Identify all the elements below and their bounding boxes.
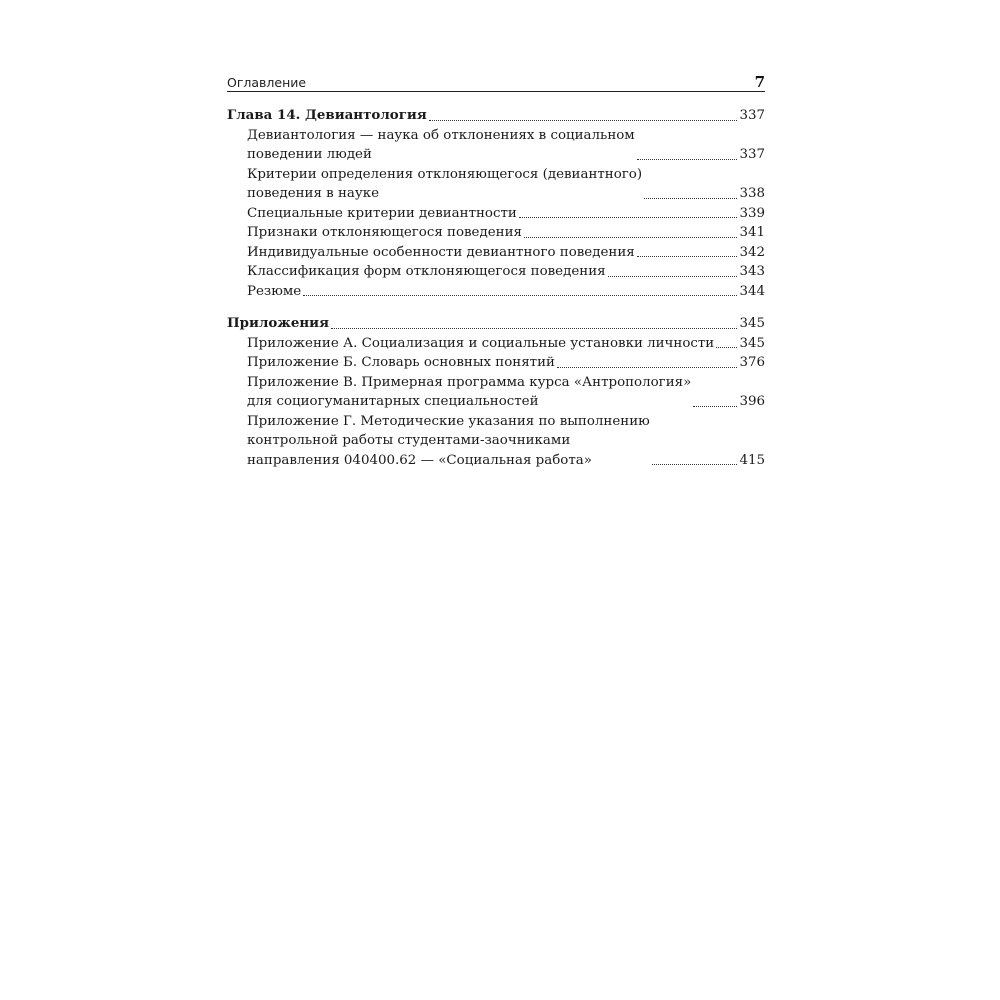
toc-entry-line: Индивидуальные особенности девиантного поведения — [247, 244, 635, 260]
toc-entry-line: Приложение В. Примерная программа курса «Антропология» — [247, 374, 692, 390]
toc-entry-line: контрольной работы студентами-заочниками — [247, 433, 571, 448]
toc-entry-title — [247, 126, 635, 165]
toc-entry-title: Приложения — [227, 315, 329, 331]
toc-entry-page: 415 — [739, 452, 765, 468]
toc-entry-title: Глава 14. Девиантология — [227, 107, 427, 123]
dot-leader — [637, 256, 738, 257]
toc-chapter-heading[interactable] — [227, 314, 765, 334]
toc-group-chapter-14 — [227, 106, 765, 301]
toc-group-appendices — [227, 314, 765, 470]
toc-entry[interactable] — [227, 126, 765, 165]
toc-entry-page: 337 — [739, 108, 765, 123]
dot-leader — [608, 276, 738, 277]
dot-leader — [652, 464, 738, 465]
toc-entry-line: Специальные критерии девиантности — [247, 205, 517, 221]
toc-entry[interactable] — [227, 373, 765, 412]
toc-entry-line: Приложение Г. Методические указания по выполнению — [247, 413, 650, 429]
toc-entry-line: Критерии определения отклоняющегося (девиантного) — [247, 166, 643, 182]
toc-entry-line: Резюме — [247, 283, 302, 299]
toc-entry-line: поведения в науке — [247, 186, 380, 201]
dot-leader — [519, 217, 738, 218]
toc-entry-page: 337 — [739, 147, 765, 162]
toc-entry[interactable] — [227, 353, 765, 373]
toc-entry-title — [247, 353, 555, 373]
book-page — [227, 70, 765, 470]
toc-entry[interactable] — [227, 412, 765, 471]
toc-entry-line: направления 040400.62 — «Социальная работа» — [247, 452, 592, 468]
toc-entry[interactable] — [227, 262, 765, 282]
dot-leader — [557, 367, 738, 368]
dot-leader — [429, 120, 738, 121]
toc-entry-line: Девиантология — наука об отклонениях в социальном — [247, 127, 635, 143]
running-header — [227, 70, 765, 92]
toc-entry-line: для социогуманитарных специальностей — [247, 394, 539, 409]
running-title: Оглавление — [227, 75, 307, 90]
toc-entry[interactable] — [227, 282, 765, 302]
toc-entry[interactable] — [227, 223, 765, 243]
dot-leader — [331, 328, 737, 329]
toc-entry-title — [247, 223, 522, 243]
toc-entry-page: 338 — [739, 186, 765, 201]
toc-entry-title — [247, 282, 301, 302]
page-number: 7 — [754, 73, 765, 91]
dot-leader — [693, 406, 737, 407]
toc-entry-page: 376 — [739, 355, 765, 370]
toc-entry-line: Приложение Б. Словарь основных понятий — [247, 355, 555, 370]
toc-entry-line: Признаки отклоняющегося поведения — [247, 225, 522, 240]
toc-entry-title — [247, 262, 606, 282]
toc-entry[interactable] — [227, 243, 765, 263]
dot-leader — [524, 237, 737, 238]
toc-entry-page: 342 — [739, 244, 765, 260]
toc-entry-page: 345 — [739, 335, 765, 351]
dot-leader — [716, 347, 737, 348]
toc-entry-title — [247, 165, 642, 204]
toc-entry-title — [247, 412, 650, 471]
toc-entry-page: 345 — [739, 316, 765, 331]
dot-leader — [637, 159, 738, 160]
toc-entry-title — [247, 243, 635, 263]
toc-entry[interactable] — [227, 204, 765, 224]
toc-entry-page: 341 — [739, 225, 765, 240]
toc-entry-title — [247, 373, 691, 412]
toc-entry-line: Классификация форм отклоняющегося поведения — [247, 264, 606, 279]
toc-entry-page: 396 — [739, 394, 765, 409]
toc-entry-page: 343 — [739, 264, 765, 279]
toc-entry-title — [247, 204, 517, 224]
toc-entry-title — [247, 334, 714, 354]
toc-entry[interactable] — [227, 165, 765, 204]
dot-leader — [644, 198, 737, 199]
table-of-contents — [227, 106, 765, 470]
toc-entry-line: Приложение А. Социализация и социальные установки личности — [247, 335, 715, 351]
toc-entry-page: 339 — [739, 205, 765, 221]
dot-leader — [303, 295, 737, 296]
toc-entry-line: поведении людей — [247, 147, 372, 162]
toc-entry[interactable] — [227, 334, 765, 354]
toc-chapter-heading[interactable] — [227, 106, 765, 126]
toc-entry-page: 344 — [739, 283, 765, 299]
